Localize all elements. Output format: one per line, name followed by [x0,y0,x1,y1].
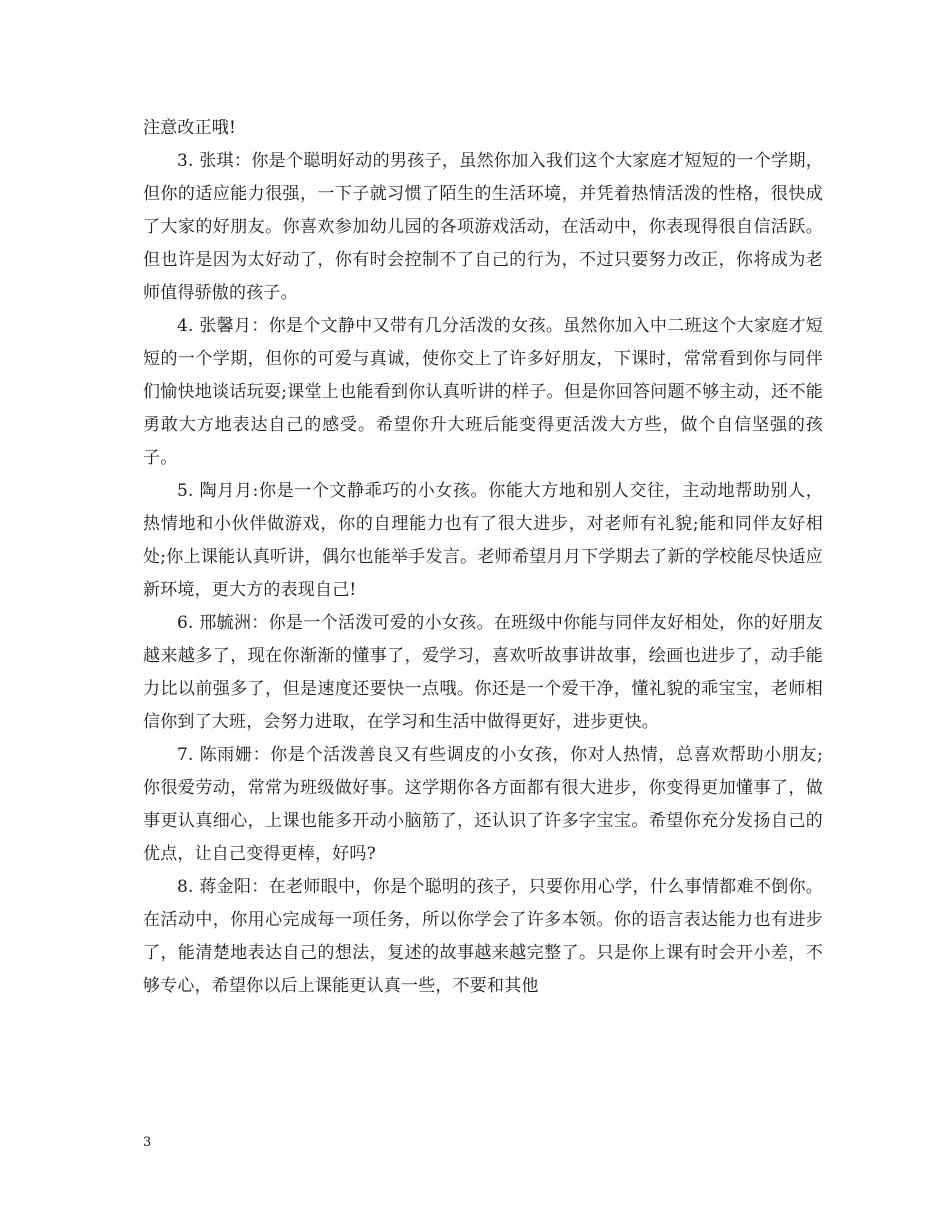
paragraph-item-4: 4. 张馨月：你是个文静中又带有几分活泼的女孩。虽然你加入中二班这个大家庭才短短的一个学期，但你的可爱与真诚，使你交上了许多好朋友，下课时，常常看到你与同伴们愉快地谈话玩耍;课堂上也能看到你认真听讲的样子。但是你回答问题不够主动，还不能勇敢大方地表达自己的感受。希望你升大班后能变得更活泼大方些，做个自信坚强的孩子。 [143,316,823,468]
paragraph-item-6: 6. 邢毓洲：你是一个活泼可爱的小女孩。在班级中你能与同伴友好相处，你的好朋友越来越多了，现在你渐渐的懂事了，爱学习，喜欢听故事讲故事，绘画也进步了，动手能力比以前强多了，但是速度还要快一点哦。你还是一个爱干净，懂礼貌的乖宝宝，老师相信你到了大班，会努力进取，在学习和生活中做得更好，进步更快。 [143,613,823,732]
paragraph-item-3: 3. 张琪：你是个聪明好动的男孩子，虽然你加入我们这个大家庭才短短的一个学期，但你的适应能力很强，一下子就习惯了陌生的生活环境，并凭着热情活泼的性格，很快成了大家的好朋友。你喜欢参加幼儿园的各项游戏活动，在活动中，你表现得很自信活跃。但也许是因为太好动了，你有时会控制不了自己的行为，不过只要努力改正，你将成为老师值得骄傲的孩子。 [143,151,823,303]
document-body [143,112,823,1003]
paragraph-item-7: 7. 陈雨姗：你是个活泼善良又有些调皮的小女孩，你对人热情，总喜欢帮助小朋友;你很爱劳动，常常为班级做好事。这学期你各方面都有很大进步，你变得更加懂事了，做事更认真细心，上课也能多开动小脑筋了，还认识了许多字宝宝。希望你充分发扬自己的优点，让自己变得更棒，好吗? [143,745,823,864]
paragraph-item-8: 8. 蒋金阳：在老师眼中，你是个聪明的孩子，只要你用心学，什么事情都难不倒你。在活动中，你用心完成每一项任务，所以你学会了许多本领。你的语言表达能力也有进步了，能清楚地表达自己的想法，复述的故事越来越完整了。只是你上课有时会开小差，不够专心，希望你以后上课能更认真一些，不要和其他 [143,877,823,996]
paragraph-item-5: 5. 陶月月:你是一个文静乖巧的小女孩。你能大方地和别人交往，主动地帮助别人，热情地和小伙伴做游戏，你的自理能力也有了很大进步，对老师有礼貌;能和同伴友好相处;你上课能认真听讲，偶尔也能举手发言。老师希望月月下学期去了新的学校能尽快适应新环境，更大方的表现自己! [143,481,823,600]
paragraph-continuation: 注意改正哦! [143,118,237,138]
page-number: 3 [143,1135,152,1150]
